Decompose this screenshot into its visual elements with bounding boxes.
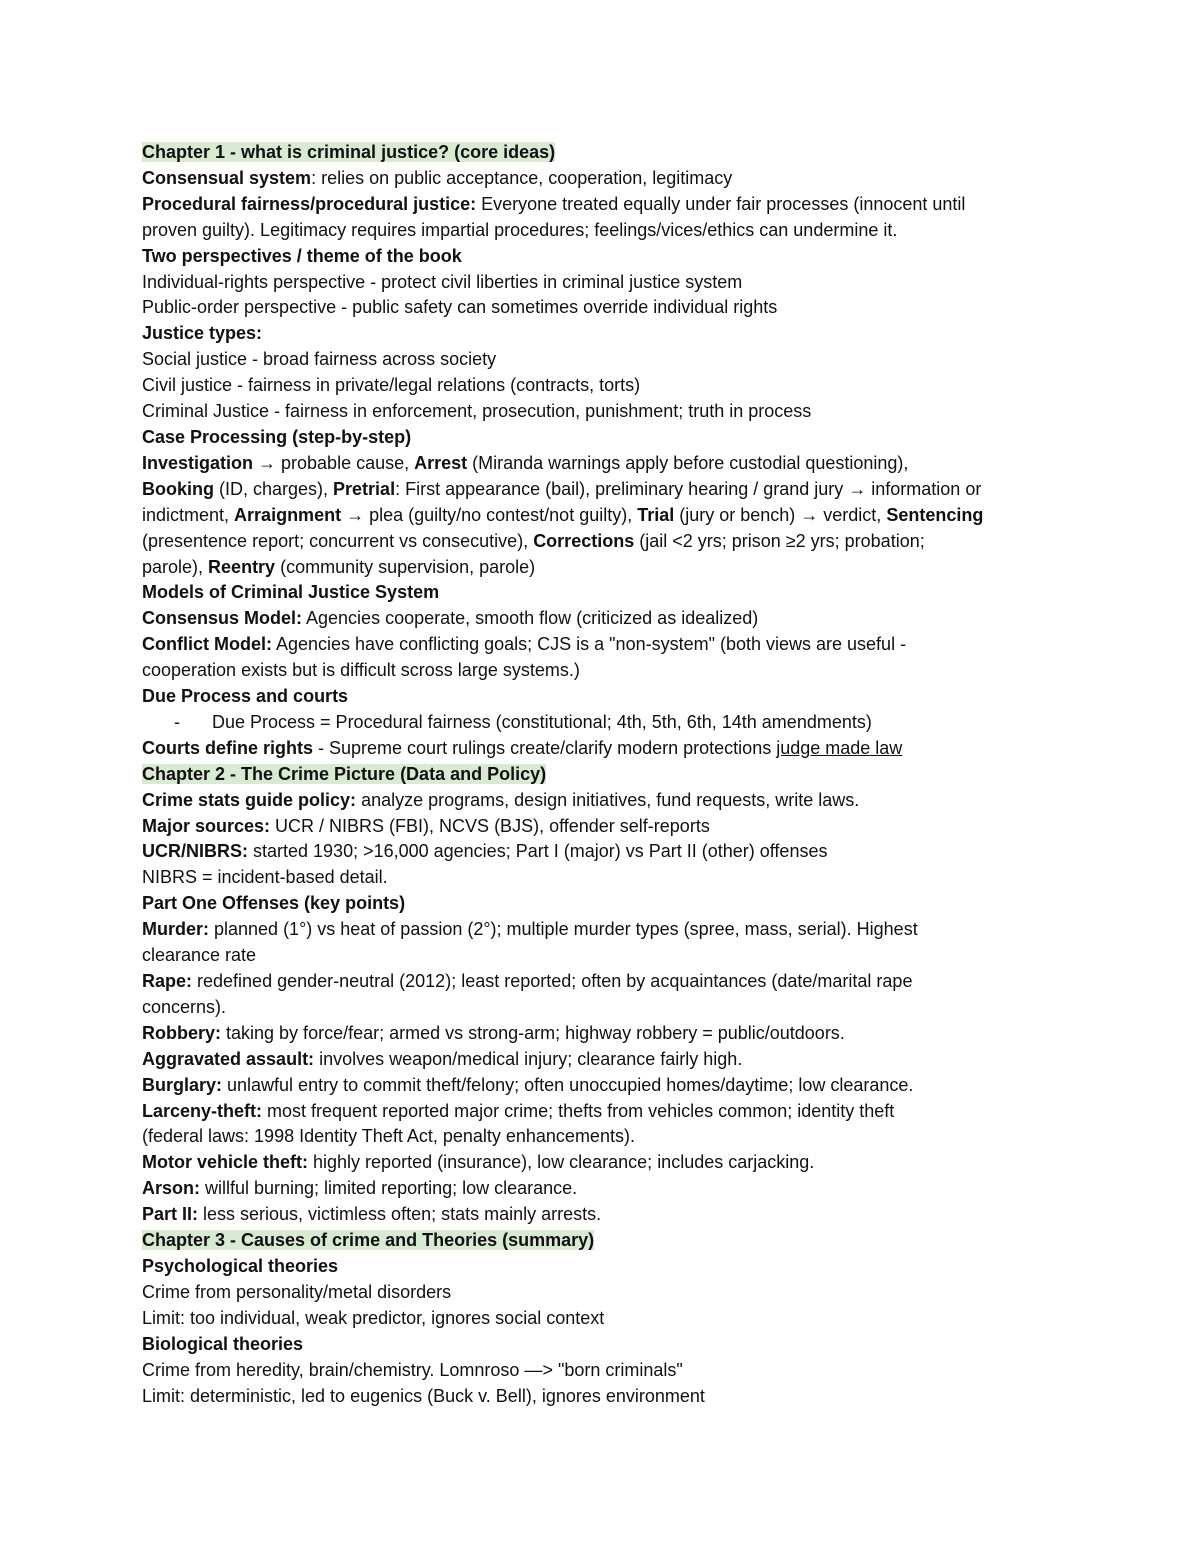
investigation-term: Investigation: [142, 452, 254, 473]
burglary-line: [142, 1073, 1072, 1099]
larceny-text: most frequent reported major crime; thefts from vehicles common; identity theft: [262, 1100, 895, 1121]
consensus-model-line: [142, 606, 1072, 632]
burglary-text: unlawful entry to commit theft/felony; often unoccupied homes/daytime; low clearance.: [222, 1074, 914, 1095]
rape-term: Rape:: [142, 971, 193, 991]
bio-theories-text-2: Limit: deterministic, led to eugenics (Buck v. Bell), ignores environment: [142, 1385, 705, 1406]
indictment-text: indictment,: [142, 504, 235, 525]
civil-justice-line: Civil justice - fairness in private/legal relations (contracts, torts): [142, 375, 641, 396]
major-sources-term: Major sources:: [142, 815, 271, 836]
chapter-1-heading-line: [142, 140, 1072, 166]
case-processing-line: [142, 425, 1072, 451]
larceny-line-2: (federal laws: 1998 Identity Theft Act, penalty enhancements).: [142, 1126, 635, 1147]
procedural-fairness-text: Everyone treated equally under fair processes (innocent until: [476, 193, 966, 214]
presentence-text: (presentence report; concurrent vs consecutive),: [142, 530, 534, 551]
parole-text: parole),: [142, 556, 209, 577]
due-process-bullet-text: Due Process = Procedural fairness (constitutional; 4th, 5th, 6th, 14th amendments): [212, 711, 872, 732]
part-two-line: [142, 1202, 1072, 1228]
booking-line: [142, 477, 1072, 503]
arrest-term: Arrest: [414, 452, 468, 473]
conflict-model-line: [142, 632, 1072, 658]
robbery-text: taking by force/fear; armed vs strong-arm; highway robbery = public/outdoors.: [221, 1022, 845, 1043]
psych-theories-line: [142, 1254, 1072, 1280]
murder-line: [142, 917, 1072, 943]
part-one-heading: Part One Offenses (key points): [142, 893, 406, 914]
murder-line-2: clearance rate: [142, 945, 257, 966]
arson-term: Arson:: [142, 1178, 200, 1199]
consensual-system-term: Consensual system: [142, 167, 312, 188]
corrections-text: (jail <2 yrs; prison ≥2 yrs; probation;: [634, 530, 925, 551]
due-process-heading: Due Process and courts: [142, 686, 349, 707]
part-two-term: Part II:: [142, 1204, 199, 1225]
psych-theories-text-2: Limit: too individual, weak predictor, ignores social context: [142, 1307, 605, 1328]
courts-text: - Supreme court rulings create/clarify modern protections: [313, 737, 777, 758]
models-heading: Models of Criminal Justice System: [142, 582, 440, 603]
part-one-line: [142, 891, 1072, 917]
social-justice-line: Social justice - broad fairness across society: [142, 349, 497, 370]
chapter-2-heading: Chapter 2 - The Crime Picture (Data and Policy): [142, 763, 547, 784]
consensus-model-term: Consensus Model:: [142, 608, 303, 629]
psych-theories-heading: Psychological theories: [142, 1255, 339, 1276]
arraignment-line: [142, 503, 1072, 529]
chapter-1-heading: Chapter 1 - what is criminal justice? (core ideas): [142, 142, 556, 162]
judge-made-law: judge made law: [776, 737, 903, 758]
robbery-term: Robbery:: [142, 1022, 222, 1043]
justice-types-line: [142, 321, 1072, 347]
major-sources-text: UCR / NIBRS (FBI), NCVS (BJS), offender self-reports: [270, 815, 710, 836]
crime-stats-term: Crime stats guide policy:: [142, 789, 357, 810]
due-process-bullet: [142, 710, 1072, 736]
bio-theories-heading: Biological theories: [142, 1333, 304, 1354]
consensual-system-text: : relies on public acceptance, cooperation, legitimacy: [311, 167, 733, 188]
reentry-line: [142, 555, 1072, 581]
larceny-term: Larceny-theft:: [142, 1100, 263, 1121]
bullet-dash: -: [174, 711, 180, 732]
consensus-model-text: Agencies cooperate, smooth flow (criticized as idealized): [302, 608, 759, 629]
models-line: [142, 580, 1072, 606]
consensual-system-line: [142, 166, 1072, 192]
courts-line: [142, 736, 1072, 762]
reentry-term: Reentry: [208, 556, 276, 577]
rape-line-2: concerns).: [142, 996, 227, 1017]
courts-term: Courts define rights: [142, 737, 314, 758]
justice-types-heading: Justice types:: [142, 323, 263, 344]
criminal-justice-line: Criminal Justice - fairness in enforcement, prosecution, punishment; truth in process: [142, 401, 812, 422]
part-two-text: less serious, victimless often; stats mainly arrests.: [198, 1204, 602, 1225]
booking-term: Booking: [142, 478, 214, 499]
corrections-term: Corrections: [533, 530, 635, 551]
arraignment-text: → plea (guilty/no contest/not guilty),: [341, 504, 638, 525]
procedural-fairness-term: Procedural fairness/procedural justice:: [142, 193, 477, 214]
motor-vehicle-theft-text: highly reported (insurance), low clearance; includes carjacking.: [308, 1152, 815, 1173]
arson-line: [142, 1176, 1072, 1202]
larceny-line: [142, 1099, 1072, 1125]
crime-stats-text: analyze programs, design initiatives, fund requests, write laws.: [356, 789, 860, 810]
document-page: [142, 140, 1072, 1409]
murder-term: Murder:: [142, 919, 209, 940]
crime-stats-line: [142, 788, 1072, 814]
assault-text: involves weapon/medical injury; clearance fairly high.: [314, 1048, 743, 1069]
arraignment-term: Arraignment: [234, 504, 342, 525]
chapter-2-heading-line: [142, 762, 1072, 788]
ucr-term: UCR/NIBRS:: [142, 841, 248, 862]
motor-vehicle-theft-line: [142, 1150, 1072, 1176]
two-perspectives-line: [142, 244, 1072, 270]
investigation-text: → probable cause,: [253, 452, 415, 473]
rape-line: [142, 969, 1072, 995]
chapter-3-heading: Chapter 3 - Causes of crime and Theories (summary): [142, 1230, 595, 1251]
psych-theories-text-1: Crime from personality/metal disorders: [142, 1281, 452, 1302]
murder-text: planned (1°) vs heat of passion (2°); multiple murder types (spree, mass, serial). Highest: [209, 919, 918, 940]
procedural-fairness-line-2: proven guilty). Legitimacy requires impartial procedures; feelings/vices/ethics can undermine it.: [142, 219, 898, 240]
ucr-text: started 1930; >16,000 agencies; Part I (major) vs Part II (other) offenses: [248, 841, 828, 862]
chapter-3-heading-line: [142, 1228, 1072, 1254]
bio-theories-line: [142, 1332, 1072, 1358]
procedural-fairness-line: [142, 192, 1072, 218]
major-sources-line: [142, 814, 1072, 840]
sentencing-term: Sentencing: [886, 504, 984, 525]
corrections-line: [142, 529, 1072, 555]
investigation-line: [142, 451, 1072, 477]
arrest-text: (Miranda warnings apply before custodial questioning),: [467, 452, 909, 473]
robbery-line: [142, 1021, 1072, 1047]
public-order-line: Public-order perspective - public safety can sometimes override individual rights: [142, 297, 778, 318]
individual-rights-line: Individual-rights perspective - protect civil liberties in criminal justice system: [142, 271, 743, 292]
reentry-text: (community supervision, parole): [275, 556, 536, 577]
nibrs-line: NIBRS = incident-based detail.: [142, 867, 388, 888]
conflict-model-text: Agencies have conflicting goals; CJS is a "non-system" (both views are useful -: [271, 634, 907, 655]
conflict-model-term: Conflict Model:: [142, 634, 272, 655]
arson-text: willful burning; limited reporting; low clearance.: [200, 1178, 578, 1199]
case-processing-heading: Case Processing (step-by-step): [142, 426, 412, 447]
pretrial-term: Pretrial: [333, 478, 396, 499]
rape-text: redefined gender-neutral (2012); least reported; often by acquaintances (date/marital rape: [192, 971, 913, 991]
pretrial-text: : First appearance (bail), preliminary hearing / grand jury → information or: [395, 478, 982, 499]
motor-vehicle-theft-term: Motor vehicle theft:: [142, 1152, 309, 1173]
bio-theories-text-1: Crime from heredity, brain/chemistry. Lomnroso —> "born criminals": [142, 1359, 683, 1380]
booking-text: (ID, charges),: [214, 478, 334, 499]
due-process-line: [142, 684, 1072, 710]
two-perspectives-heading: Two perspectives / theme of the book: [142, 245, 462, 266]
ucr-line: [142, 839, 1072, 865]
conflict-model-line-2: cooperation exists but is difficult scross large systems.): [142, 660, 580, 681]
trial-term: Trial: [637, 504, 675, 525]
assault-line: [142, 1047, 1072, 1073]
trial-text: (jury or bench) → verdict,: [674, 504, 887, 525]
burglary-term: Burglary:: [142, 1074, 223, 1095]
assault-term: Aggravated assault:: [142, 1048, 315, 1069]
